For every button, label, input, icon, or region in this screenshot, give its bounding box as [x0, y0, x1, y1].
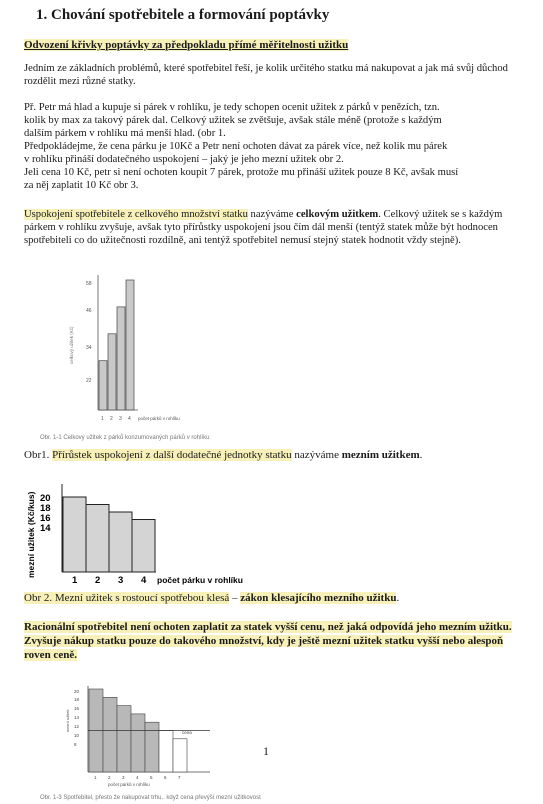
- example-line: dalším párkem v rohlíku má menší hlad. (obr 1.: [24, 128, 226, 139]
- example-line: kolik by max za takový párek dal. Celkový užitek se zvětšuje, avšak stále méně (protože s každým: [24, 115, 442, 126]
- fig3-ytick: 16: [74, 706, 80, 711]
- total-utility-paragraph: [24, 208, 529, 247]
- obr2-label: Obr 2. Mezní užitek s rostoucí spotřebou klesá: [24, 592, 230, 604]
- fig2-ytick: 18: [40, 503, 51, 514]
- obr1-caption: [24, 449, 524, 462]
- fig2-xtick: 2: [95, 575, 101, 586]
- fig3-bar: [117, 706, 131, 772]
- fig1-xlabel: počet párků v rohlíku: [138, 416, 180, 421]
- fig3-xtick: 2: [108, 775, 111, 780]
- period: .: [396, 592, 400, 604]
- fig2-xtick: 3: [118, 575, 124, 586]
- fig2-ytick: 14: [40, 523, 51, 534]
- fig1-xtick: 3: [119, 416, 122, 422]
- dash-text: –: [229, 592, 241, 604]
- fig3-xtick: 3: [122, 775, 125, 780]
- fig3-ytick: 10: [74, 733, 80, 738]
- connector-text: nazýváme: [247, 209, 297, 220]
- fig3-bar: [145, 722, 159, 772]
- law-diminishing-marginal-utility: zákon klesajícího mezního užitku: [240, 592, 397, 604]
- fig3-ylabel: mezní užitek: [65, 709, 70, 732]
- fig2-ylabel: mezní užitek (Kč/kus): [26, 491, 36, 578]
- fig3-bar: [131, 714, 145, 772]
- example-line: Př. Petr má hlad a kupuje si párek v rohlíku, je tedy schopen ocenit užitek z párků v penězích, tzn.: [24, 102, 440, 113]
- fig2-ytick: 16: [40, 513, 51, 524]
- marginal-utility-term: mezním užitkem: [341, 449, 420, 461]
- example-line: v rohlíku přináší dodatečného uspokojení – jaký je jeho mezní užitek obr 2.: [24, 154, 344, 165]
- page-title: 1. Chování spotřebitele a formování poptávky: [36, 7, 330, 23]
- fig2-xtick: 1: [72, 575, 78, 586]
- fig3-xlabel: počet párků v rohlíku: [108, 782, 150, 787]
- fig3-xtick: 7: [178, 775, 181, 780]
- fig2-bar: [63, 497, 86, 572]
- fig1-bar: [99, 361, 107, 410]
- connector-text: nazýváme: [291, 449, 342, 461]
- fig3-ytick: 12: [74, 724, 80, 729]
- fig3-caption: Obr. 1-3 Spotřebitel, přesto že nakupovat trhu.. když cena převýší mezní užitkovost: [40, 795, 261, 801]
- fig2-bar: [86, 505, 109, 573]
- fig1-ylabel: celkový užitek (Kč): [69, 326, 74, 364]
- fig3-bar: [103, 697, 117, 772]
- fig3-xtick: 4: [136, 775, 139, 780]
- obr1-lead: Obr1.: [24, 449, 53, 461]
- total-utility-definition: Uspokojení spotřebitele z celkového množství statku: [24, 209, 248, 220]
- fig2-bar: [132, 520, 155, 573]
- figure-3-marginal-utility-price: [60, 684, 230, 794]
- fig1-ytick: 22: [86, 378, 92, 384]
- fig2-xlabel: počet párku v rohlíku: [157, 575, 243, 585]
- fig3-ytick: 8: [74, 742, 77, 747]
- fig2-ytick: 20: [40, 493, 51, 504]
- figure-2-marginal-utility: [24, 480, 243, 595]
- fig3-ytick: 20: [74, 689, 80, 694]
- fig3-xtick: 6: [164, 775, 167, 780]
- example-line: Jeli cena 10 Kč, petr si není ochoten koupit 7 párek, protože mu přináší užitek pouze 8 Kč, avšak musí: [24, 167, 459, 178]
- fig3-bar: [173, 739, 187, 772]
- section-subheading: Odvození křivky poptávky za předpokladu přímé měřitelnosti užitku: [24, 39, 349, 51]
- obr2-caption: [24, 592, 524, 605]
- fig3-ytick: 18: [74, 697, 80, 702]
- fig1-ytick: 34: [86, 345, 92, 351]
- period: .: [419, 449, 423, 461]
- price-label: cena: [182, 730, 192, 735]
- rational-consumer-paragraph: [24, 620, 514, 662]
- fig1-ytick: 46: [86, 308, 92, 314]
- fig1-caption: Obr. 1-1 Celkový užitek z párků konzumovaných párků v rohlíku: [40, 435, 210, 441]
- marginal-utility-definition: Přírůstek uspokojení z další dodatečné jednotky statku: [52, 449, 292, 461]
- rational-consumer-text: Racionální spotřebitel není ochoten zaplatit za statek vyšší cenu, než jaká odpovídá jeho mezním užitku. Zvyšuje nákup statku pouze do takového množství, kdy je ještě mezní užitek statku vyšší nebo alespoň roven ceně.: [24, 621, 512, 661]
- fig2-bar: [109, 512, 132, 572]
- fig1-bar: [117, 307, 125, 410]
- fig3-xtick: 5: [150, 775, 153, 780]
- fig3-bar: [159, 731, 173, 773]
- fig3-xtick: 1: [94, 775, 97, 780]
- figure-1-total-utility: [38, 272, 198, 442]
- fig1-bar: [126, 280, 134, 410]
- example-line: Předpokládejme, že cena párku je 10Kč a Petr není ochoten dávat za párek více, než kolik mu párek: [24, 141, 448, 152]
- total-utility-explanation: . Celkový užitek se s každým párkem v rohlíku zvyšuje, avšak tyto přírůstky uspokojení jsou čím dál menší (tentýž statek může být hodnocen spotřebiteli co do užitečnosti rozdílně, ani tentýž spotřebitel nemusí stejný statek hodnotit vždy stejně).: [24, 209, 503, 246]
- fig1-xtick: 2: [110, 416, 113, 422]
- fig3-ytick: 14: [74, 715, 80, 720]
- fig1-xtick: 4: [128, 416, 131, 422]
- page-number: 1: [263, 744, 269, 758]
- fig1-ytick: 58: [86, 281, 92, 287]
- example-line: za něj zaplatit 10 Kč obr 3.: [24, 180, 139, 191]
- fig2-xtick: 4: [141, 575, 147, 586]
- intro-paragraph: Jedním ze základních problémů, které spotřebitel řeší, je kolik určitého statku má nakupovat a jak má svůj důchod rozdělit mezi různé statky.: [24, 63, 508, 87]
- fig1-bar: [108, 334, 116, 410]
- fig1-xtick: 1: [101, 416, 104, 422]
- example-paragraph: [24, 101, 524, 192]
- total-utility-term: celkovým užitkem: [296, 209, 379, 220]
